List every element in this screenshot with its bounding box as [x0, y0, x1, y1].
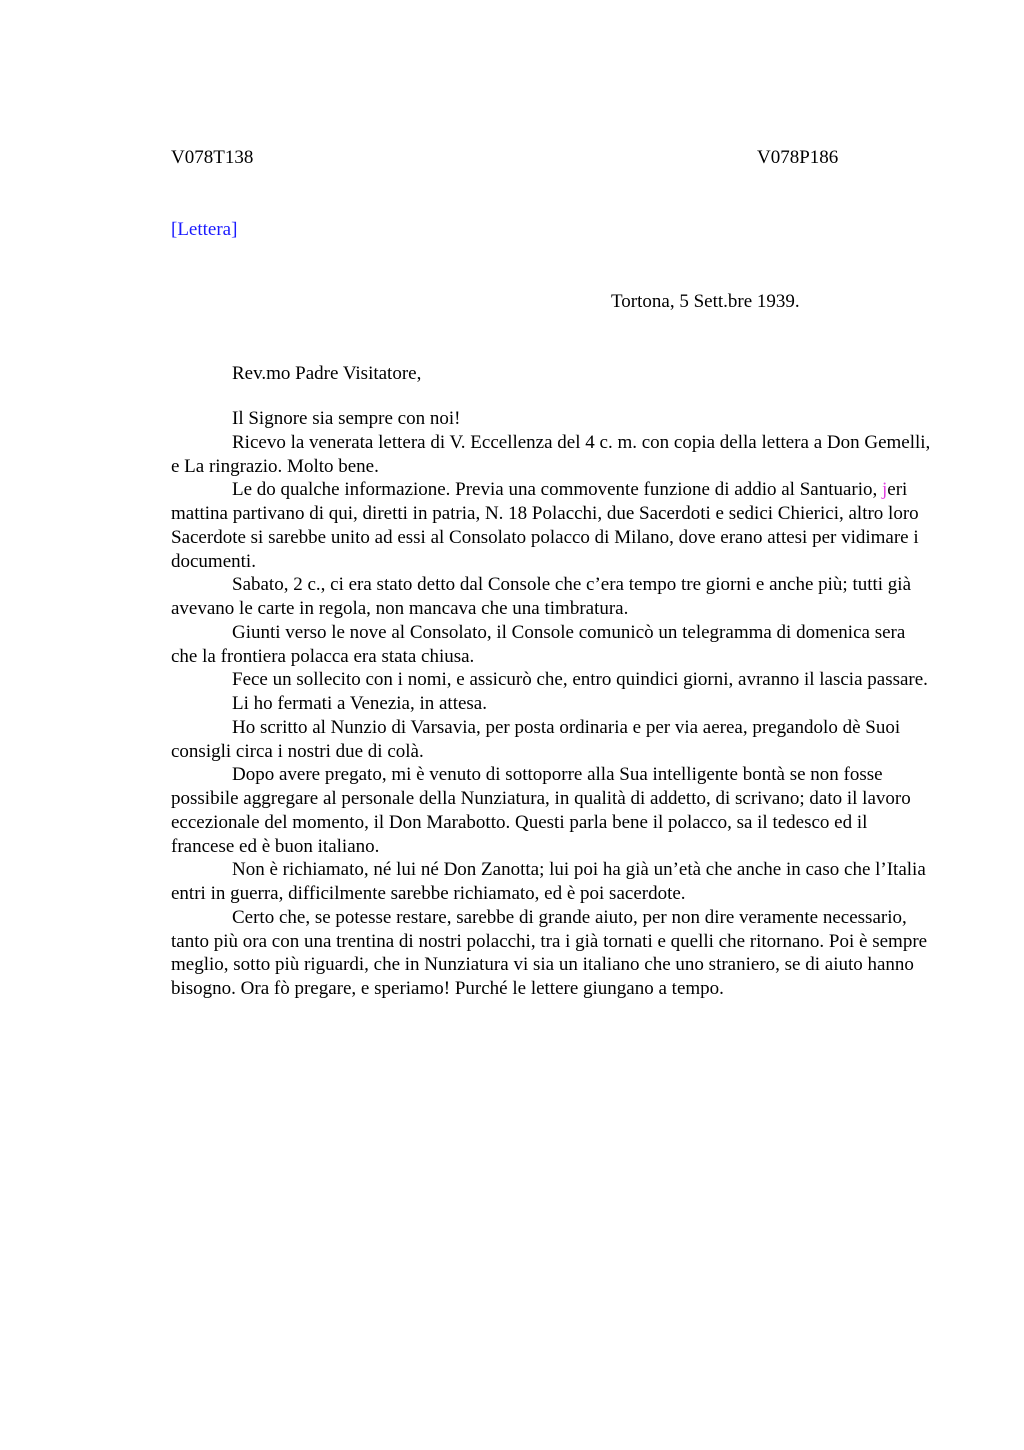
paragraph-6: Fece un sollecito con i nomi, e assicurò che, entro quindici giorni, avranno il lascia passare.: [232, 669, 928, 691]
paragraph-3-end: eri mattina partivano di qui, diretti in patria, N. 18 Polacchi, due Sacerdoti e sedici Chierici, altro loro Sacerdote si sarebbe unito ad essi al Consolato polacco di Milano, dove erano attesi per vidimare i documenti.: [171, 479, 919, 572]
paragraph-3-start: Le do qualche informazione. Previa una commovente funzione di addio al Santuario,: [232, 479, 883, 501]
paragraph-10: Non è richiamato, né lui né Don Zanotta; lui poi ha già un’età che anche in caso che l’Italia entri in guerra, difficilmente sarebbe richiamato, ed è poi sacerdote.: [171, 859, 926, 904]
paragraph-1: Il Signore sia sempre con noi!: [232, 408, 461, 429]
paragraph-8: Ho scritto al Nunzio di Varsavia, per posta ordinaria e per via aerea, pregandolo dè Suoi consigli circa i nostri due di colà.: [171, 716, 901, 762]
letter-body: [171, 407, 931, 1001]
paragraph-11: Certo che, se potesse restare, sarebbe di grande aiuto, per non dire veramente necessario, tanto più ora con una trentina di nostri polacchi, tra i già tornati e quelli che ritornano. Poi è sempre meglio, sotto più riguardi, che in Nunziatura vi sia un italiano che uno straniero, se di aiuto hanno bisogno. Ora fò pregare, e speriamo! Purché le lettere giungano a tempo.: [171, 906, 928, 999]
paragraph-9: Dopo avere pregato, mi è venuto di sottoporre alla Sua intelligente bontà se non fosse possibile aggregare al personale della Nunziatura, in qualità di addetto, di scrivano; dato il lavoro eccezionale del momento, il Don Marabotto. Questi parla bene il polacco, sa il tedesco ed il francese ed è buon italiano.: [171, 764, 911, 857]
document-type-label: [Lettera]: [171, 219, 238, 240]
document-code-left: V078T138: [171, 147, 254, 168]
highlighted-letter: j: [882, 479, 888, 501]
paragraph-3: [171, 478, 931, 573]
paragraph-2: Ricevo la venerata lettera di V. Eccellenza del 4 c. m. con copia della lettera a Don Gemelli, e La ringrazio. Molto bene.: [171, 431, 931, 477]
letter-dateline: Tortona, 5 Sett.bre 1939.: [611, 291, 800, 312]
paragraph-7: Li ho fermati a Venezia, in attesa.: [232, 693, 487, 714]
paragraph-5: Giunti verso le nove al Consolato, il Console comunicò un telegramma di domenica sera che la frontiera polacca era stata chiusa.: [171, 621, 906, 667]
paragraph-4: Sabato, 2 c., ci era stato detto dal Console che c’era tempo tre giorni e anche più; tutti già avevano le carte in regola, non mancava che una timbratura.: [171, 574, 912, 619]
document-code-right: V078P186: [757, 147, 839, 168]
letter-salutation: Rev.mo Padre Visitatore,: [232, 363, 422, 384]
